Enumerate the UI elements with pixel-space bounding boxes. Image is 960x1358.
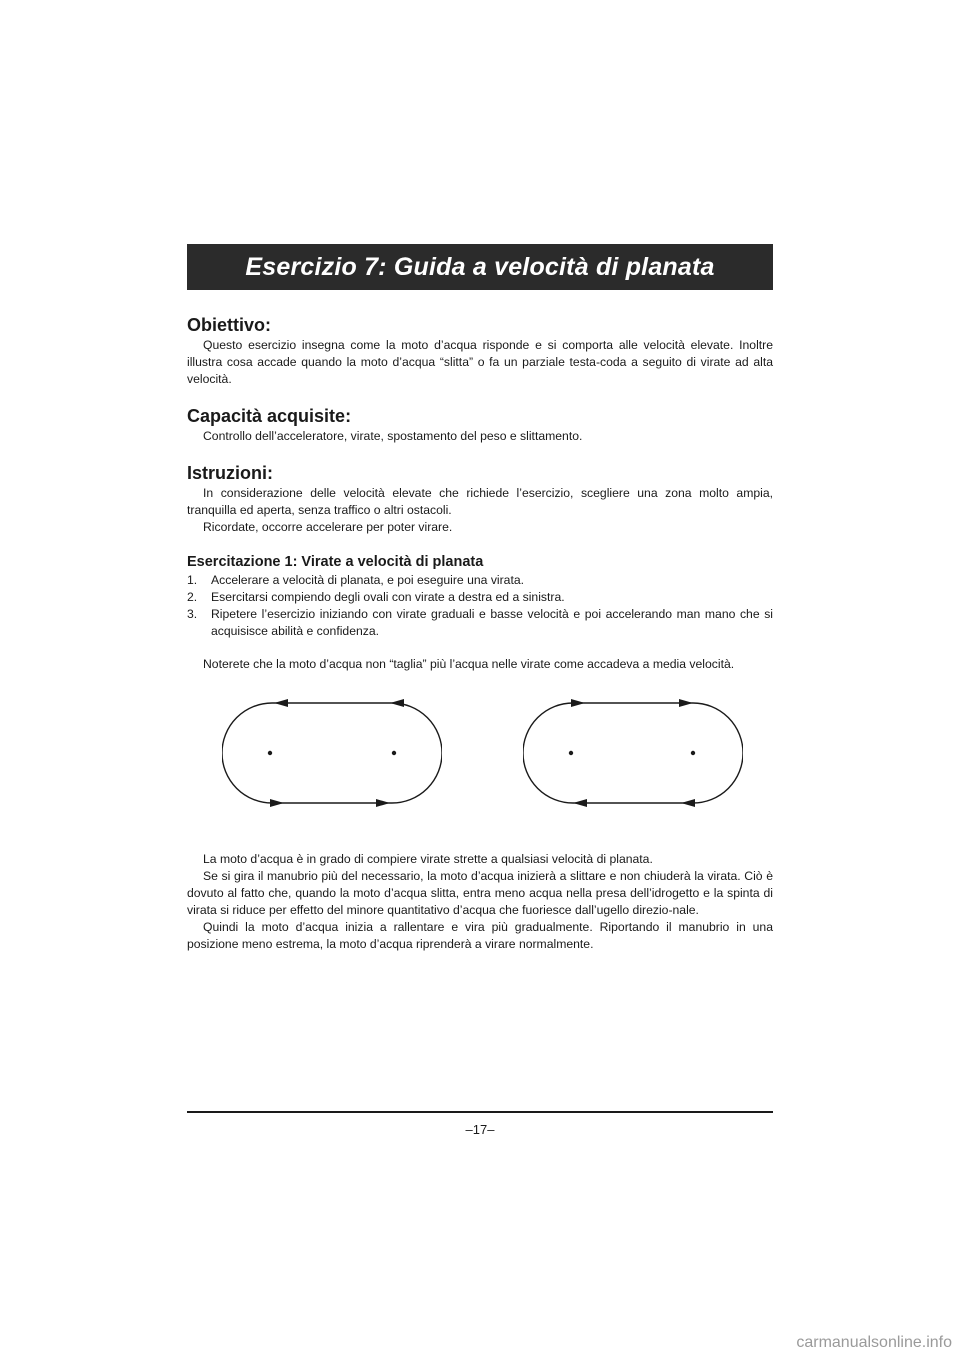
arrow-bottom-right	[681, 799, 695, 807]
step-number: 3.	[187, 607, 198, 621]
text-obiettivo: Questo esercizio insegna come la moto d’acqua risponde e si comporta alle velocità elevate. Inoltre illustra cosa accade quando la moto d’acqua “slitta” o fa un parziale testa-coda a seguito di virate ad alta velocità.	[187, 338, 773, 386]
turn-point-right	[691, 751, 695, 755]
steps-list	[187, 572, 773, 640]
step-text: Accelerare a velocità di planata, e poi eseguire una virata.	[211, 573, 525, 587]
arrow-top-left	[274, 699, 288, 707]
arrow-bottom-left	[573, 799, 587, 807]
step-number: 1.	[187, 573, 198, 587]
list-item	[187, 589, 773, 606]
explanation-text	[187, 851, 773, 953]
oval-track	[222, 703, 442, 803]
arrow-top-right	[390, 699, 404, 707]
text-capacita: Controllo dell’acceleratore, virate, spostamento del peso e slittamento.	[203, 429, 583, 443]
list-item	[187, 572, 773, 589]
text-istruzioni-2: Ricordate, occorre accelerare per poter virare.	[203, 520, 453, 534]
page-number: –17–	[465, 1122, 495, 1137]
text-explanation-2: Se si gira il manubrio più del necessario, la moto d’acqua inizierà a slittare e non chiuderà la virata. Ciò è dovuto al fatto che, quando la moto d’acqua slitta, entra meno acqua nella presa dell’idrogetto e la spinta di virata si riduce per effetto del minore quantitativo d’acqua che fuoriesce dall’ugello direzio-nale.	[187, 869, 773, 917]
text-istruzioni-1: In considerazione delle velocità elevate che richiede l’esercizio, scegliere una zona molto ampia, tranquilla ed aperta, senza traffico o altri ostacoli.	[187, 486, 773, 517]
page-title: Esercizio 7: Guida a velocità di planata	[245, 252, 715, 281]
title-bar	[187, 244, 773, 290]
turn-point-left	[569, 751, 573, 755]
oval-diagram-clockwise	[523, 690, 743, 816]
arrow-top-right	[679, 699, 693, 707]
heading-esercitazione: Esercitazione 1: Virate a velocità di planata	[187, 554, 484, 570]
oval-track	[523, 703, 743, 803]
oval-diagram-counterclockwise	[222, 690, 442, 816]
heading-obiettivo: Obiettivo:	[187, 315, 271, 335]
text-explanation-1: La moto d’acqua è in grado di compiere virate strette a qualsiasi velocità di planata.	[203, 852, 653, 866]
heading-istruzioni: Istruzioni:	[187, 463, 273, 483]
step-text: Esercitarsi compiendo degli ovali con virate a destra ed a sinistra.	[211, 590, 565, 604]
arrow-top-left	[571, 699, 585, 707]
main-content	[187, 313, 773, 673]
turn-point-right	[392, 751, 396, 755]
text-esercitazione-note: Noterete che la moto d’acqua non “taglia” più l’acqua nelle virate come accadeva a media velocità.	[203, 657, 735, 671]
turn-point-left	[268, 751, 272, 755]
step-number: 2.	[187, 590, 198, 604]
text-explanation-3: Quindi la moto d’acqua inizia a rallentare e vira più gradualmente. Riportando il manubrio in una posizione meno estrema, la moto d’acqua riprenderà a virare normalmente.	[187, 920, 773, 951]
arrow-bottom-right	[376, 799, 390, 807]
watermark: carmanualsonline.info	[796, 1334, 952, 1351]
arrow-bottom-left	[270, 799, 284, 807]
footer-rule	[187, 1111, 773, 1113]
oval-diagrams	[187, 690, 773, 820]
heading-capacita: Capacità acquisite:	[187, 406, 352, 426]
step-text: Ripetere l’esercizio iniziando con virate graduali e basse velocità e poi accelerando man mano che si acquisisce abilità e confidenza.	[211, 607, 773, 638]
manual-page	[187, 0, 773, 1358]
list-item	[187, 606, 773, 640]
